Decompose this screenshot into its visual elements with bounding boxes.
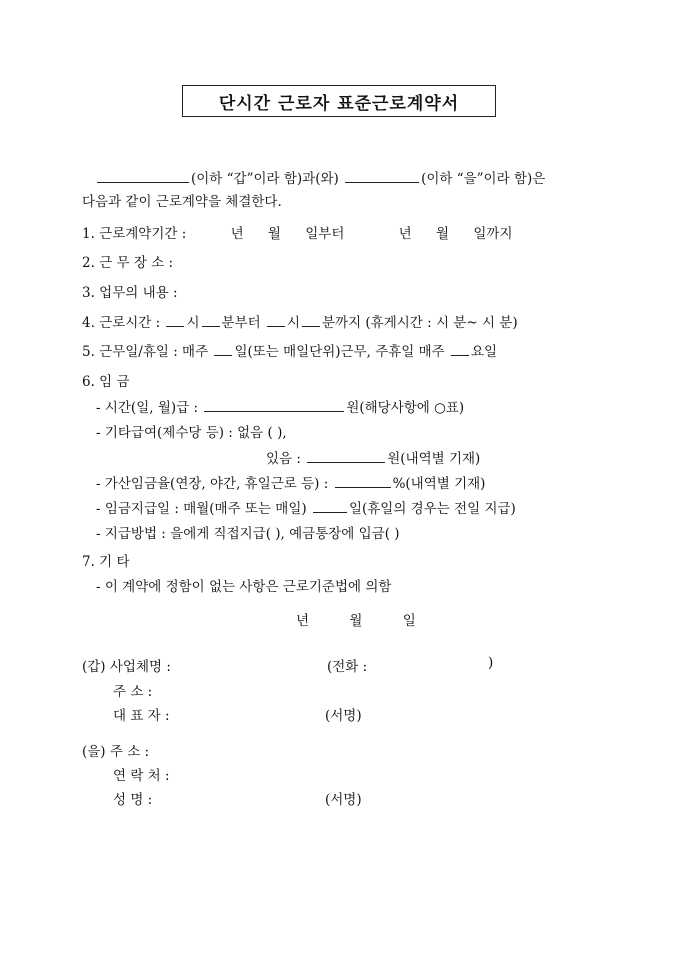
intro-employee-text: (이하 “을”이라 함)은 <box>421 171 546 187</box>
item-6-exists-blank <box>307 448 385 463</box>
intro-line-2: 다음과 같이 근로계약을 체결한다. <box>82 194 282 210</box>
item-6-hourly-unit: 원(해당사항에 ○표) <box>346 400 465 416</box>
item-6-payday-text: 일(휴일의 경우는 전일 지급) <box>348 501 516 517</box>
item-4-minute-start: 분부터 <box>221 315 261 331</box>
item-4-hour-end: 시 <box>286 315 300 331</box>
intro-employer-text: (이하 “갑”이라 함)과(와) <box>191 171 339 187</box>
item-6-payday-label: - 임금지급일 : 매월(매주 또는 매일) <box>96 501 307 517</box>
party-a-phone: (전화 : <box>327 659 368 675</box>
item-4-minute-end: 분까지 (휴게시간 : 시 분~ 시 분) <box>322 315 518 331</box>
item-4-hour-start-blank <box>166 312 184 327</box>
item-1-day-start: 일부터 <box>305 226 345 242</box>
signing-day: 일 <box>402 613 416 629</box>
item-6-payment-method: - 지급방법 : 을에게 직접지급( ), 예금통장에 입금( ) <box>96 526 400 542</box>
item-3-job-description: 3. 업무의 내용 : <box>82 285 178 301</box>
item-5-holiday-text: 요일 <box>471 344 498 360</box>
item-1-year-end: 년 <box>398 226 412 242</box>
party-a-representative: 대 표 자 : <box>113 708 170 724</box>
item-1-label: 1. 근로계약기간 : <box>82 226 187 242</box>
item-6-other-pay-exists <box>266 447 480 467</box>
employee-blank <box>345 168 419 183</box>
item-4-minute-end-blank <box>302 312 320 327</box>
item-6-exists-label: 있음 : <box>266 451 301 467</box>
item-4-minute-start-blank <box>202 312 220 327</box>
document-title: 단시간 근로자 표준근로계약서 <box>182 85 496 117</box>
party-a-signature: (서명) <box>325 708 362 724</box>
item-5-holiday-blank <box>451 341 469 356</box>
item-6-hourly-blank <box>204 397 344 412</box>
item-5-workdays <box>82 340 497 360</box>
item-6-exists-unit: 원(내역별 기재) <box>387 451 481 467</box>
party-a-company: (갑) 사업체명 : <box>82 659 171 675</box>
item-1-year-start: 년 <box>230 226 244 242</box>
employer-blank <box>97 168 189 183</box>
party-a-address: 주 소 : <box>113 684 153 700</box>
item-1-contract-period <box>82 222 512 242</box>
item-6-premium-label: - 가산임금율(연장, 야간, 휴일근로 등) : <box>96 476 329 492</box>
item-6-payday-blank <box>313 498 347 513</box>
party-b-signature: (서명) <box>325 792 362 808</box>
item-4-hour-start: 시 <box>186 315 200 331</box>
intro-line-1 <box>95 167 545 187</box>
item-4-label: 4. 근로시간 : <box>82 315 161 331</box>
party-b-contact: 연 락 처 : <box>113 768 170 784</box>
item-5-days-blank <box>214 341 232 356</box>
item-6-premium-blank <box>335 473 391 488</box>
signing-year: 년 <box>296 613 310 629</box>
item-6-hourly-label: - 시간(일, 월)급 : <box>96 400 199 416</box>
item-7-labor-law-note: - 이 계약에 정함이 없는 사항은 근로기준법에 의함 <box>96 579 392 595</box>
item-2-workplace: 2. 근 무 장 소 : <box>82 255 174 271</box>
item-4-working-hours <box>82 311 518 331</box>
item-6-wages: 6. 임 금 <box>82 374 130 390</box>
item-6-other-pay-none: - 기타급여(제수당 등) : 없음 ( ), <box>96 425 287 441</box>
item-6-payday <box>96 497 516 517</box>
item-7-other: 7. 기 타 <box>82 554 130 570</box>
item-1-month-end: 월 <box>436 226 450 242</box>
signing-date <box>296 609 416 629</box>
item-5-label: 5. 근무일/휴일 : 매주 <box>82 344 209 360</box>
item-6-premium-rate <box>96 472 485 492</box>
item-6-premium-unit: %(내역별 기재) <box>392 476 486 492</box>
party-b-address: (을) 주 소 : <box>82 744 150 760</box>
item-6-hourly-wage <box>96 396 464 416</box>
party-b-name: 성 명 : <box>113 792 153 808</box>
signing-month: 월 <box>349 613 363 629</box>
item-1-day-end: 일까지 <box>473 226 513 242</box>
item-4-hour-end-blank <box>267 312 285 327</box>
item-1-month-start: 월 <box>267 226 281 242</box>
item-5-days-text: 일(또는 매일단위)근무, 주휴일 매주 <box>234 344 445 360</box>
party-a-phone-close: ) <box>488 655 494 671</box>
